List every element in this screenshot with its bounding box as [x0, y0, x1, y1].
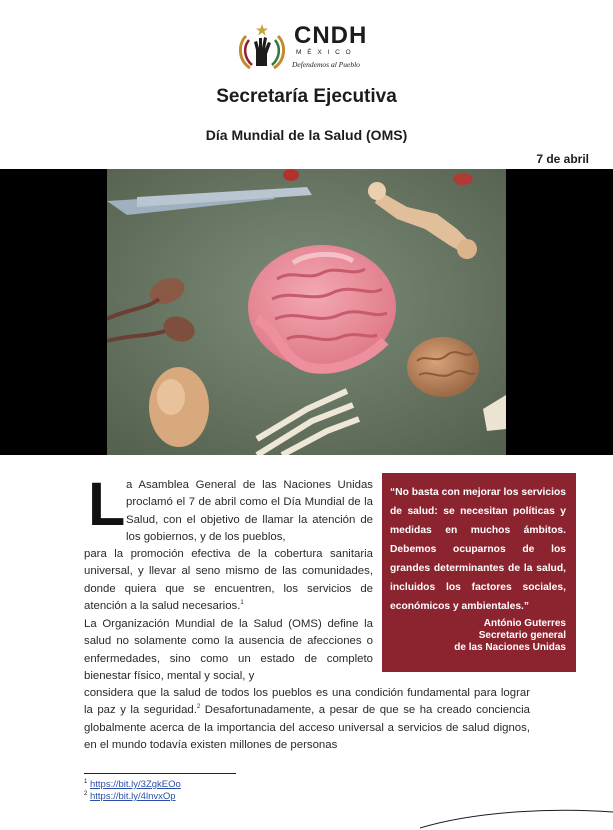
document-title: Día Mundial de la Salud (OMS) — [205, 127, 408, 143]
footnote-ref-1: 1 — [240, 600, 244, 607]
footnote-1 — [84, 779, 181, 790]
paragraph-1-text: para la promoción efectiva de la cobertura sanitaria universal, y llevar al seno mismo de las comunidades, donde quiera que se encuentren, los servicios de atención a la salud necesarios. — [84, 548, 373, 612]
cndh-logo — [236, 20, 386, 74]
footnote-1-link[interactable]: https://bit.ly/3ZgkEOo — [89, 779, 181, 790]
paragraph-1-lead: a Asamblea General de las Naciones Unidas proclamó el 7 de abril como el Día Mundial de la Salud, con el objetivo de llamar la atención de los gobiernos, y de los pueblos, — [126, 479, 373, 543]
logo-tagline: Defendemos al Pueblo — [292, 60, 360, 69]
drop-cap: L — [88, 470, 126, 538]
footnote-ref-2: 2 — [196, 704, 201, 711]
paragraph-2-top: La Organización Mundial de la Salud (OMS) define la salud no solamente como la ausencia de afecciones o enfermedades, sino como un estado de completo bienestar físico, mental y social, y — [84, 618, 373, 682]
section-title: Secretaría Ejecutiva — [216, 86, 397, 107]
quote-box — [382, 473, 576, 672]
paragraph-1 — [84, 546, 373, 615]
footnote-1-number: 1 — [84, 778, 88, 785]
quote-author: António Guterres — [483, 618, 566, 629]
decorative-curve — [420, 808, 613, 830]
quote-text: “No basta con mejorar los servicios de salud: se necesitan políticas y medidas en muchos ámbitos. Debemos ocuparnos de los grandes determinantes de la salud, incluidos los factores sociales, económicos y ambientales.” — [390, 487, 566, 612]
document-date: 7 de abril — [536, 152, 589, 166]
photo-banner — [0, 169, 613, 455]
paragraph-2-text-a: considera que la salud de todos los pueblos es una condición fundamental para lograr la paz y la seguridad. — [84, 687, 530, 717]
logo-country: MÉXICO — [296, 49, 357, 56]
quote-author-organization: de las Naciones Unidas — [454, 642, 566, 653]
footnote-2-link[interactable]: https://bit.ly/4lnvxOp — [89, 791, 176, 802]
footnote-2 — [84, 791, 176, 802]
footnote-2-number: 2 — [84, 790, 88, 797]
anatomy-models-photo — [107, 169, 506, 455]
footnote-divider — [84, 773, 236, 774]
paragraph-2-bottom — [84, 685, 530, 754]
logo-acronym: CNDH — [294, 22, 368, 49]
quote-author-role: Secretario general — [478, 630, 566, 641]
cndh-emblem-icon — [236, 22, 288, 74]
paragraph-2-text-b: Desafortunadamente, a pesar de que se ha creado conciencia globalmente acerca de la importancia del acceso universal a servicios de salud dignos, en el mundo todavía existen millones de personas — [84, 704, 530, 751]
